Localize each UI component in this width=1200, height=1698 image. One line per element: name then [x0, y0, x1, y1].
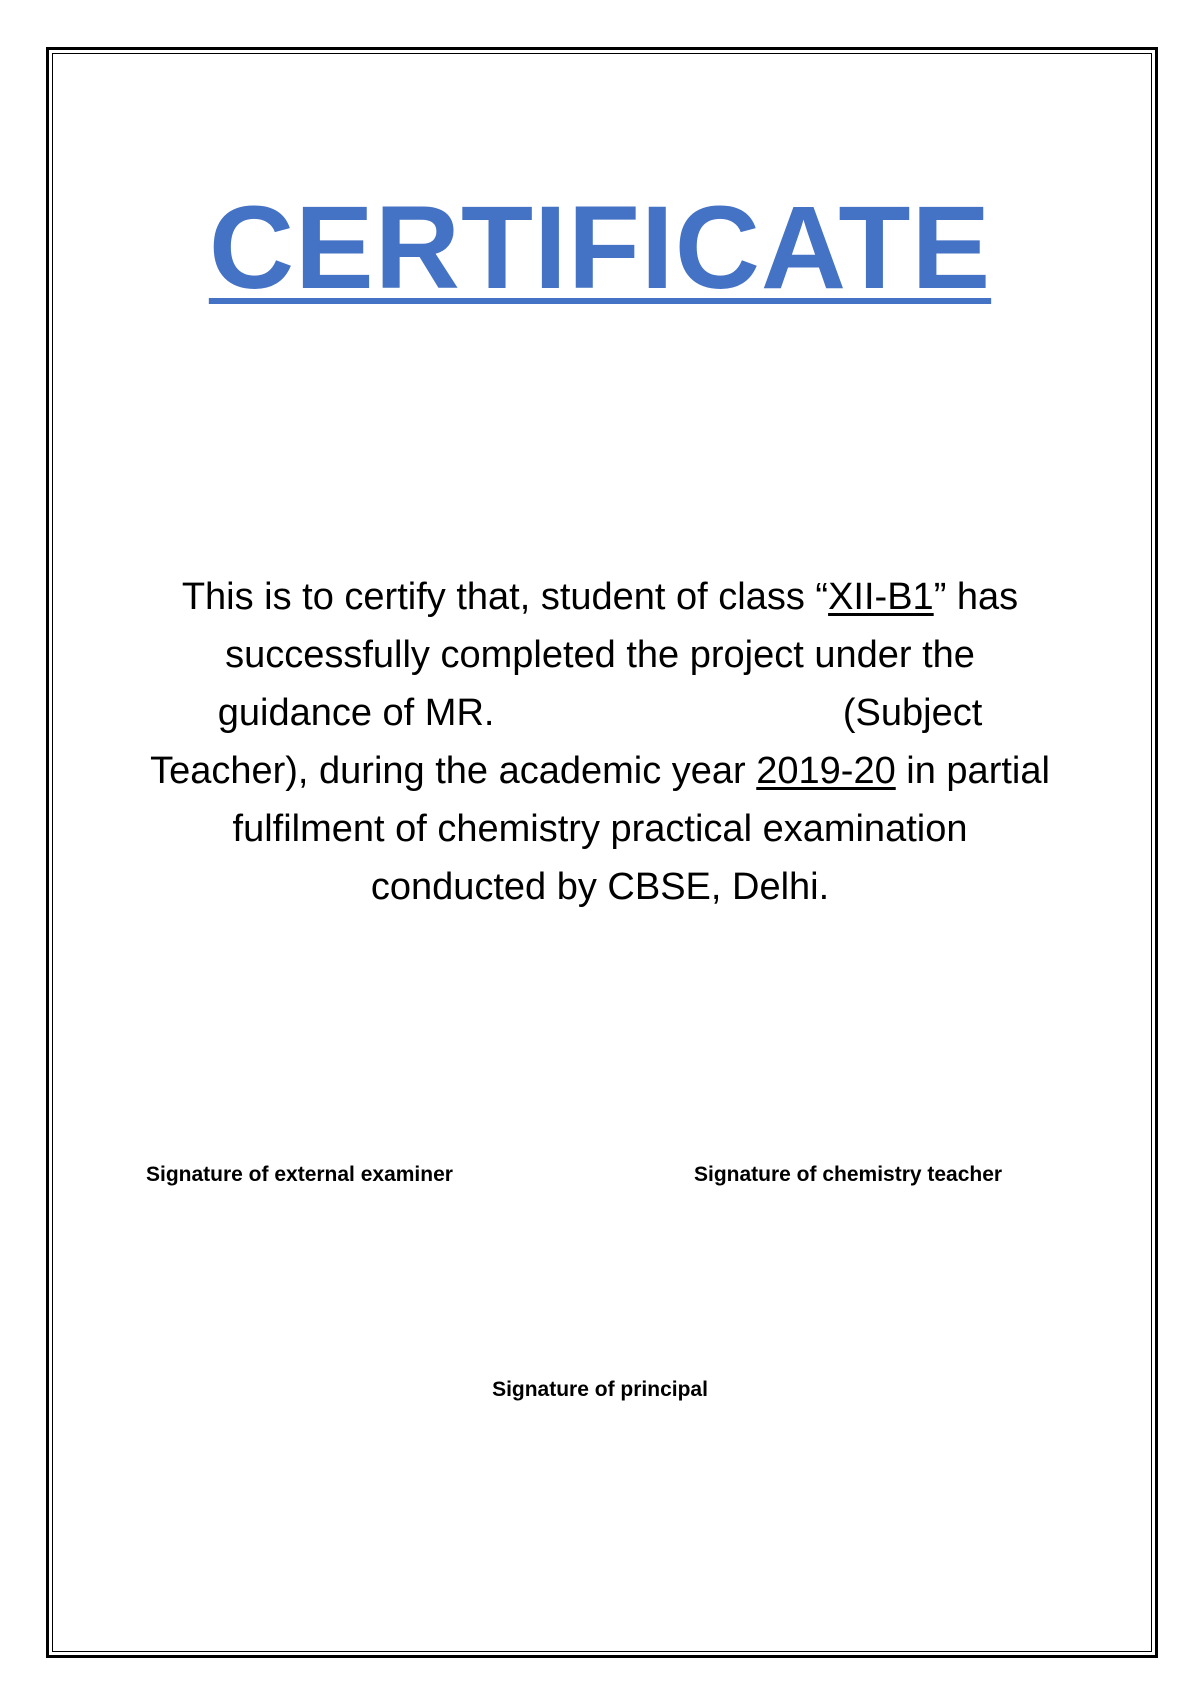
academic-year: 2019-20 — [756, 750, 896, 792]
class-name: XII-B1 — [828, 576, 934, 618]
principal-signature-label: Signature of principal — [492, 1378, 708, 1401]
certificate-body — [150, 568, 1050, 916]
body-part-3: (Subject Teacher), during the academic year — [150, 692, 983, 792]
teacher-name-gap — [494, 692, 842, 734]
certificate-title-text: CERTIFICATE — [208, 182, 992, 314]
body-part-1: This is to certify that, student of class “ — [181, 576, 829, 618]
body-part-4: in partial fulfilment of chemistry practical examination conducted by CBSE, Delhi. — [232, 750, 1050, 908]
chemistry-teacher-signature-label: Signature of chemistry teacher — [694, 1163, 1003, 1186]
body-part-2: ” has successfully completed the project under the guidance of MR. — [217, 576, 1019, 734]
external-examiner-signature-label: Signature of external examiner — [146, 1163, 453, 1186]
certificate-title — [0, 178, 1200, 318]
